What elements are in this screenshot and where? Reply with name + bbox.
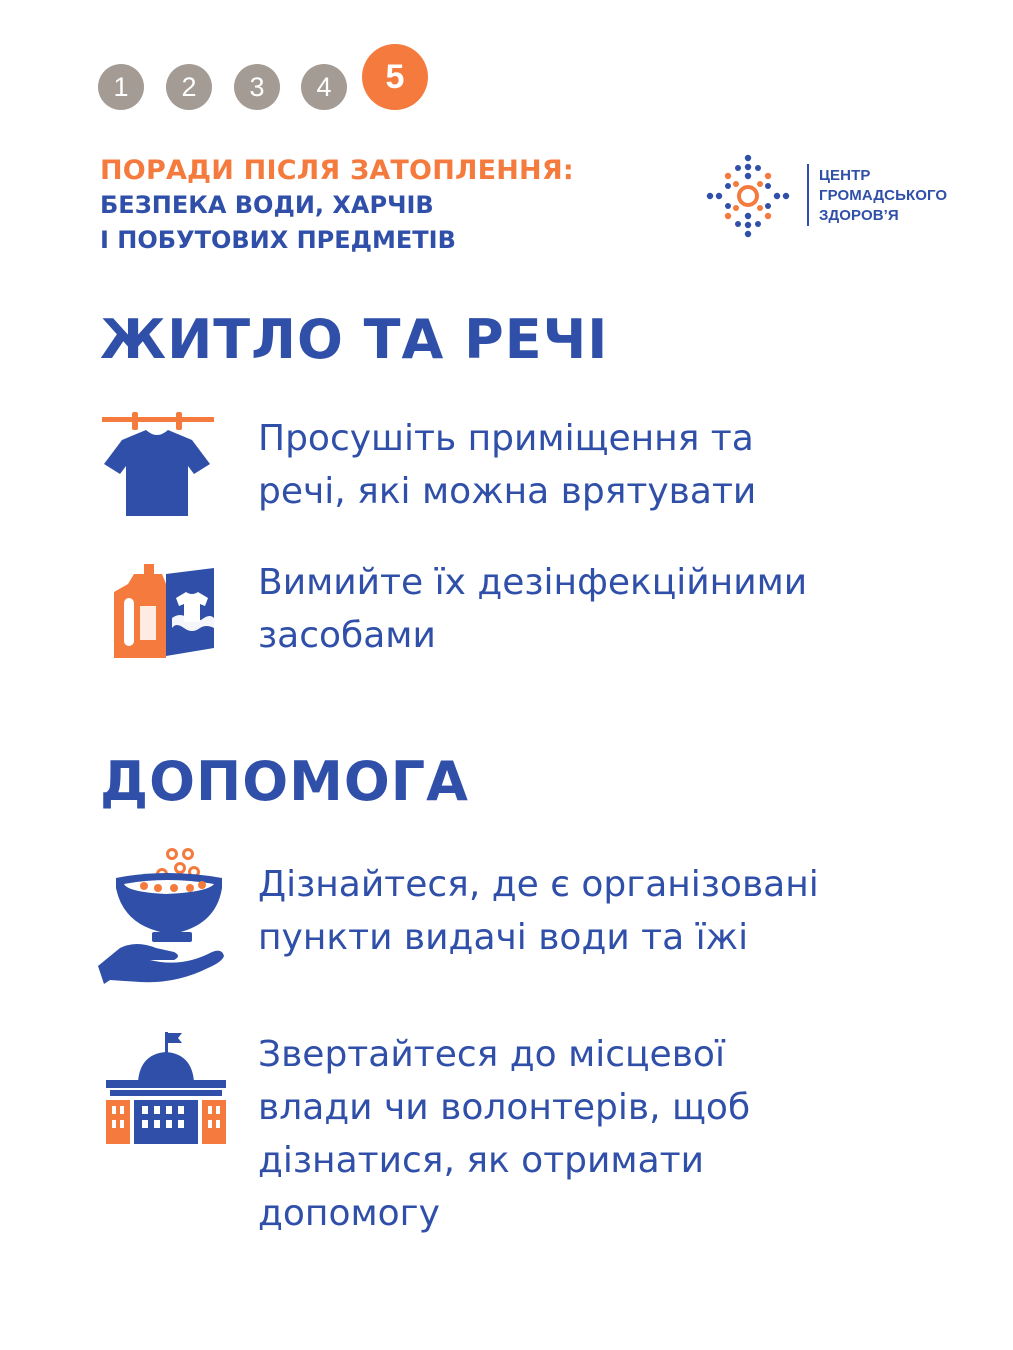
page-header <box>100 153 574 258</box>
item-text-contact-authorities: Звертайтеся до місцевої влади чи волонтерів, щоб дізнатися, як отримати допомогу <box>258 1034 751 1234</box>
logo-line-1: ЦЕНТР <box>819 167 871 184</box>
logo-wordmark <box>819 166 947 226</box>
item-text-disinfect: Вимийте їх дезінфекційними засобами <box>258 562 808 656</box>
step-indicator <box>98 44 438 114</box>
item-text-distribution-points: Дізнайтеся, де є організовані пункти видачі води та їжі <box>258 864 819 958</box>
step-1[interactable]: 1 <box>98 64 144 110</box>
step-3[interactable]: 3 <box>234 64 280 110</box>
detergent-icon <box>110 562 220 662</box>
step-2[interactable]: 2 <box>166 64 212 110</box>
item-text-dry-rooms: Просушіть приміщення та речі, які можна врятувати <box>258 418 757 512</box>
organization-logo <box>706 154 946 238</box>
step-5-current[interactable]: 5 <box>362 44 428 110</box>
section-title-housing: ЖИТЛО ТА РЕЧІ <box>100 308 609 371</box>
header-subtitle-line2: І ПОБУТОВИХ ПРЕДМЕТІВ <box>100 226 456 254</box>
logo-divider <box>807 164 809 226</box>
header-title: ПОРАДИ ПІСЛЯ ЗАТОПЛЕННЯ: <box>100 155 574 186</box>
section-title-help: ДОПОМОГА <box>100 750 469 813</box>
food-bowl-hand-icon <box>96 848 226 984</box>
logo-line-3: ЗДОРОВ’Я <box>819 207 899 224</box>
logo-line-2: ГРОМАДСЬКОГО <box>819 187 948 204</box>
tshirt-drying-icon <box>102 412 218 516</box>
logo-mark-icon <box>706 154 796 238</box>
government-building-icon <box>104 1032 228 1144</box>
header-subtitle-line1: БЕЗПЕКА ВОДИ, ХАРЧІВ <box>100 191 434 219</box>
step-4[interactable]: 4 <box>301 64 347 110</box>
